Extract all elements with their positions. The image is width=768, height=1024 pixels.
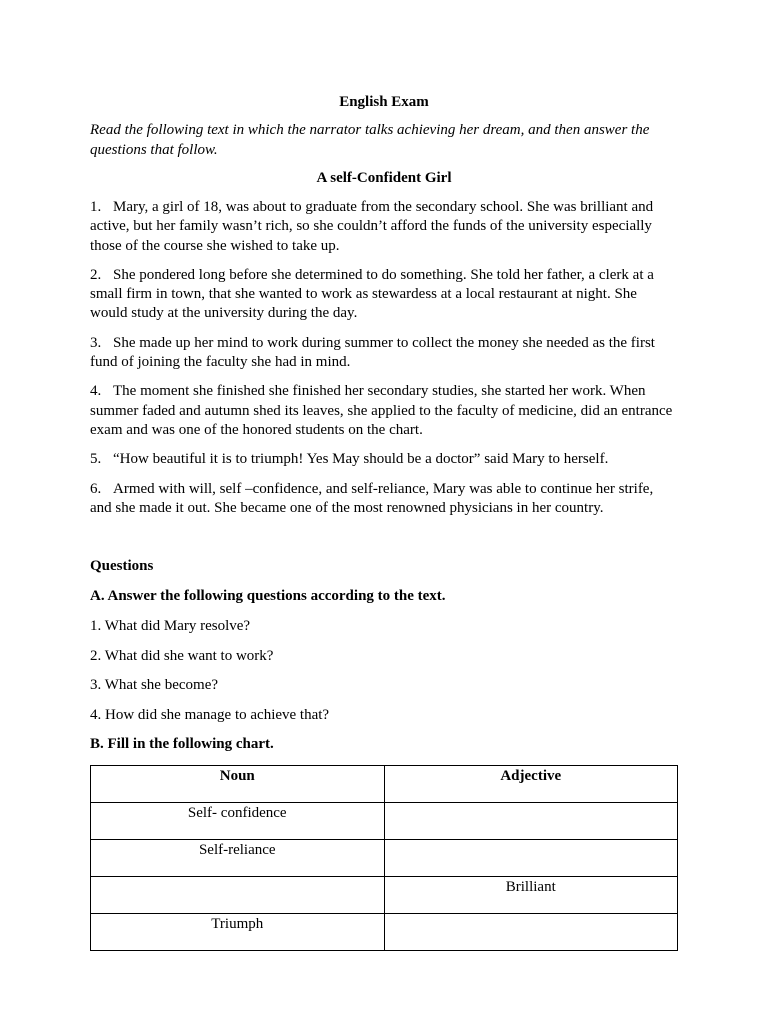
passage-paragraph-2 (90, 266, 678, 324)
noun-cell (91, 877, 385, 914)
paragraph-text: She pondered long before she determined to do something. She told her father, a clerk at a small firm in town, that she wanted to work as stewardess at a local restaurant at night. She would study at the university during the day. (90, 266, 654, 322)
noun-cell: Self-reliance (91, 840, 385, 877)
questions-heading: Questions (90, 558, 154, 575)
table-row (91, 840, 678, 877)
paragraph-number: 4. (90, 383, 102, 400)
noun-adjective-chart (90, 765, 678, 951)
section-a-heading: A. Answer the following questions according to the text. (90, 588, 446, 605)
table-row (91, 914, 678, 951)
adjective-cell (384, 803, 678, 840)
paragraph-number: 5. (90, 451, 102, 468)
intro-instructions: Read the following text in which the narrator talks achieving her dream, and then answer the questions that follow. (90, 122, 650, 158)
passage-paragraph-5 (90, 450, 678, 469)
noun-cell: Triumph (91, 914, 385, 951)
adjective-cell (384, 914, 678, 951)
question-item: 3. What she become? (90, 677, 219, 694)
adjective-cell (384, 840, 678, 877)
paragraph-number: 1. (90, 199, 102, 215)
adjective-cell: Brilliant (384, 877, 678, 914)
question-item: 2. What did she want to work? (90, 647, 274, 664)
paragraph-number: 2. (90, 266, 102, 283)
question-item: 4. How did she manage to achieve that? (90, 706, 330, 723)
table-header-row (91, 766, 678, 803)
passage-title: A self-Confident Girl (316, 170, 452, 186)
paragraph-text: Mary, a girl of 18, was about to graduate from the secondary school. She was brilliant and active, but her family wasn’t rich, so she couldn’t afford the funds of the university especially those of the course she wished to take up. (90, 199, 654, 254)
adjective-column-header: Adjective (384, 766, 678, 803)
passage-paragraph-3 (90, 334, 678, 373)
table-row (91, 877, 678, 914)
noun-column-header: Noun (91, 766, 385, 803)
section-spacer (90, 528, 678, 557)
exam-title: English Exam (339, 94, 429, 110)
exam-page (90, 93, 678, 951)
paragraph-number: 3. (90, 334, 102, 351)
paragraph-text: Armed with will, self –confidence, and self-reliance, Mary was able to continue her strife, and she made it out. She became one of the most renowned physicians in her country. (90, 480, 654, 516)
paragraph-number: 6. (90, 480, 102, 497)
paragraph-text: The moment she finished she finished her secondary studies, she started her work. When summer faded and autumn shed its leaves, she applied to the faculty of medicine, did an entrance exam and was one of the honored students on the chart. (90, 383, 673, 438)
passage-paragraph-1 (90, 198, 678, 256)
passage-paragraph-6 (90, 480, 678, 519)
section-b-heading: B. Fill in the following chart. (90, 736, 274, 753)
paragraph-text: “How beautiful it is to triumph! Yes May should be a doctor” said Mary to herself. (113, 451, 609, 468)
question-item: 1. What did Mary resolve? (90, 618, 251, 635)
noun-cell: Self- confidence (91, 803, 385, 840)
passage-paragraph-4 (90, 382, 678, 440)
table-row (91, 803, 678, 840)
paragraph-text: She made up her mind to work during summer to collect the money she needed as the first fund of joining the faculty she had in mind. (90, 334, 655, 371)
